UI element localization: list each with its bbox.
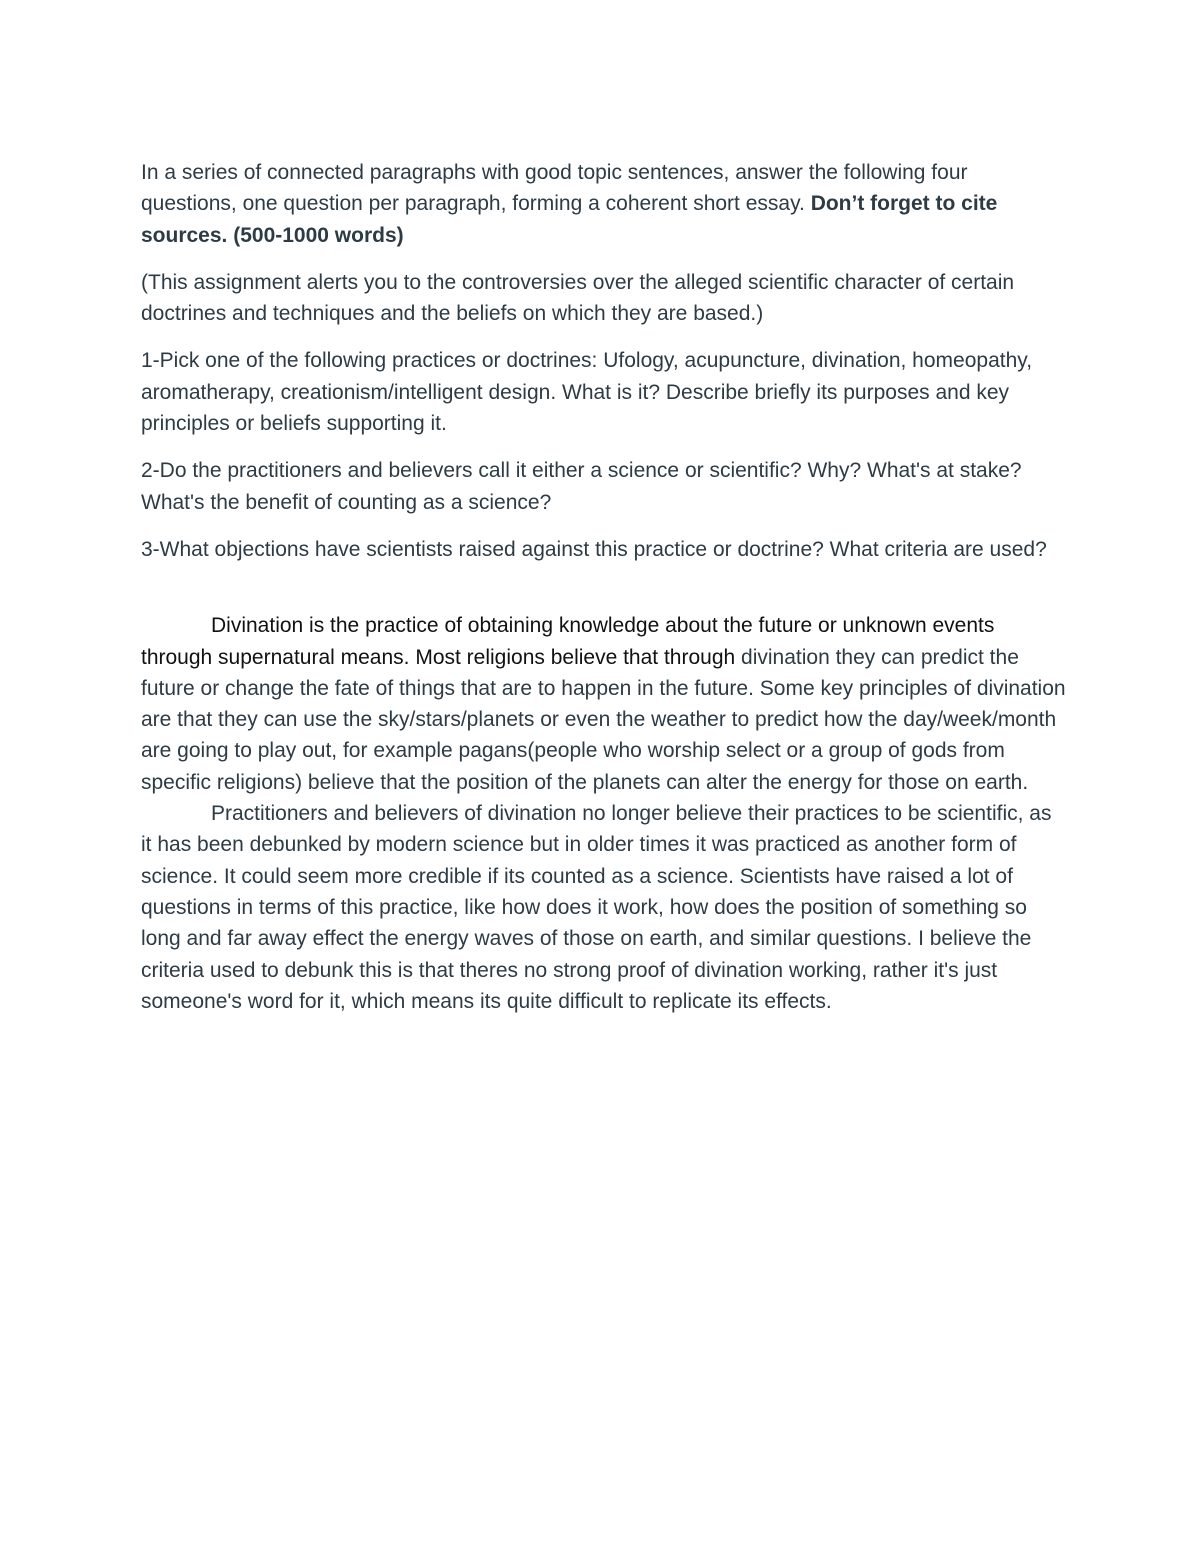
document-page [141, 157, 1066, 1017]
question-2: 2-Do the practitioners and believers call it either a science or scientific? Why? What's at stake? What's the benefit of counting as a science? [141, 459, 1022, 514]
essay-paragraph-1 [141, 610, 1066, 798]
assignment-instructions [141, 157, 1066, 251]
question-3: 3-What objections have scientists raised against this practice or doctrine? What criteria are used? [141, 537, 1047, 561]
assignment-note: (This assignment alerts you to the controversies over the alleged scientific character of certain doctrines and techniques and the beliefs on which they are based.) [141, 270, 1015, 326]
question-1: 1-Pick one of the following practices or doctrines: Ufology, acupuncture, divination, homeopathy, aromatherapy, creationism/intelligent design. What is it? Describe briefly its purposes and key principles or beliefs supporting it. [141, 349, 1033, 436]
cite-sources-note: Don’t forget to cite sources. (500-1000 words) [141, 192, 998, 247]
essay-paragraph-2: Practitioners and believers of divination no longer believe their practices to be scientific, as it has been debunked by modern science but in older times it was practiced as another form of science. It could seem more credible if its counted as a science. Scientists have raised a lot of questions in terms of this practice, like how does it work, how does the position of something so long and far away effect the energy waves of those on earth, and similar questions. I believe the criteria used to debunk this is that theres no strong proof of divination working, rather it's just someone's word for it, which means its quite difficult to replicate its effects. [141, 802, 1052, 1013]
essay-paragraph-1-rest: divination they can predict the future or change the fate of things that are to happen in the future. Some key principles of divination are that they can use the sky/stars/planets or even the weather to predict how the day/week/month are going to play out, for example pagans(people who worship select or a group of gods from specific religions) believe that the position of the planets can alter the energy for those on earth. [141, 645, 1066, 794]
essay-paragraph-1-start: Divination is the practice of obtaining knowledge about the future or unknown events through supernatural means. Most religions believe that through [141, 614, 995, 669]
instructions-text: In a series of connected paragraphs with good topic sentences, answer the following four questions, one question per paragraph, forming a coherent short essay. [141, 161, 968, 216]
